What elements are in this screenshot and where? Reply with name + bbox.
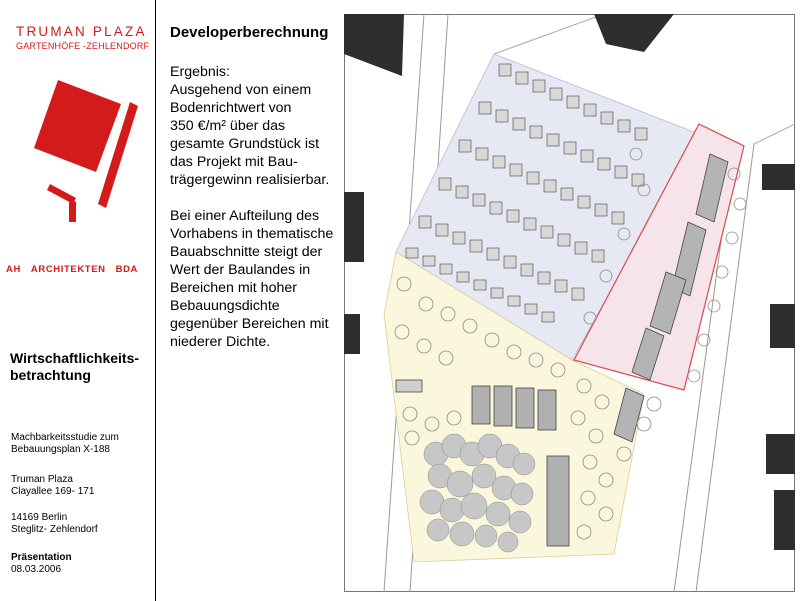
sidebar xyxy=(0,0,156,601)
paragraph-result xyxy=(170,63,348,189)
p1-line: Ausgehend von einem xyxy=(170,82,312,98)
p1-line: 350 €/m² über das xyxy=(170,118,286,134)
architect-logo-icon xyxy=(0,62,156,242)
p2-line: Bebauungsdichte xyxy=(170,298,280,314)
page-heading: Developerberechnung xyxy=(170,24,329,41)
meta-study-line1: Machbarkeitsstudie zum xyxy=(11,432,119,443)
p2-line: Wert der Baulandes in xyxy=(170,262,311,278)
meta-city-line2: Steglitz- Zehlendorf xyxy=(11,524,98,535)
p2-line: niederer Dichte. xyxy=(170,334,271,350)
meta-city-line1: 14169 Berlin xyxy=(11,512,68,523)
p1-line: Bodenrichtwert von xyxy=(170,100,292,116)
section-title-line1: Wirtschaftlichkeits- xyxy=(10,350,140,366)
office-name xyxy=(6,264,148,275)
site-plan-icon xyxy=(344,14,795,592)
meta-project-line1: Truman Plaza xyxy=(11,474,73,485)
meta-presentation-label: Präsentation xyxy=(11,552,72,563)
p1-line: das Projekt mit Bau- xyxy=(170,154,298,170)
p2-line: Bei einer Aufteilung des xyxy=(170,208,320,224)
meta-study-line2: Bebauungsplan X-188 xyxy=(11,444,110,455)
meta-study xyxy=(11,432,119,456)
meta-project xyxy=(11,474,94,498)
meta-presentation-date: 08.03.2006 xyxy=(11,564,62,575)
p2-line: Bauabschnitte steigt der xyxy=(170,244,323,260)
p2-line: Bereichen mit hoher xyxy=(170,280,297,296)
section-title xyxy=(10,350,139,384)
p2-line: gegenüber Bereichen mit xyxy=(170,316,329,332)
meta-city xyxy=(11,512,98,536)
brand-title: TRUMAN PLAZA xyxy=(16,24,147,39)
p2-line: Vorhabens in thematische xyxy=(170,226,334,242)
office-part-architekten: ARCHITEKTEN xyxy=(30,264,106,275)
paragraph-phases xyxy=(170,207,348,351)
office-part-bda: BDA xyxy=(115,264,138,275)
brand-subtitle: GARTENHÖFE -ZEHLENDORF xyxy=(16,41,150,51)
p1-line: gesamte Grundstück ist xyxy=(170,136,320,152)
body-text xyxy=(170,63,348,351)
meta-project-line2: Clayallee 169- 171 xyxy=(11,486,95,497)
section-title-line2: betrachtung xyxy=(10,367,91,383)
p1-line: trägergewinn realisierbar. xyxy=(170,172,330,188)
office-part-ah: AH xyxy=(6,264,21,275)
p1-line: Ergebnis: xyxy=(170,64,230,80)
